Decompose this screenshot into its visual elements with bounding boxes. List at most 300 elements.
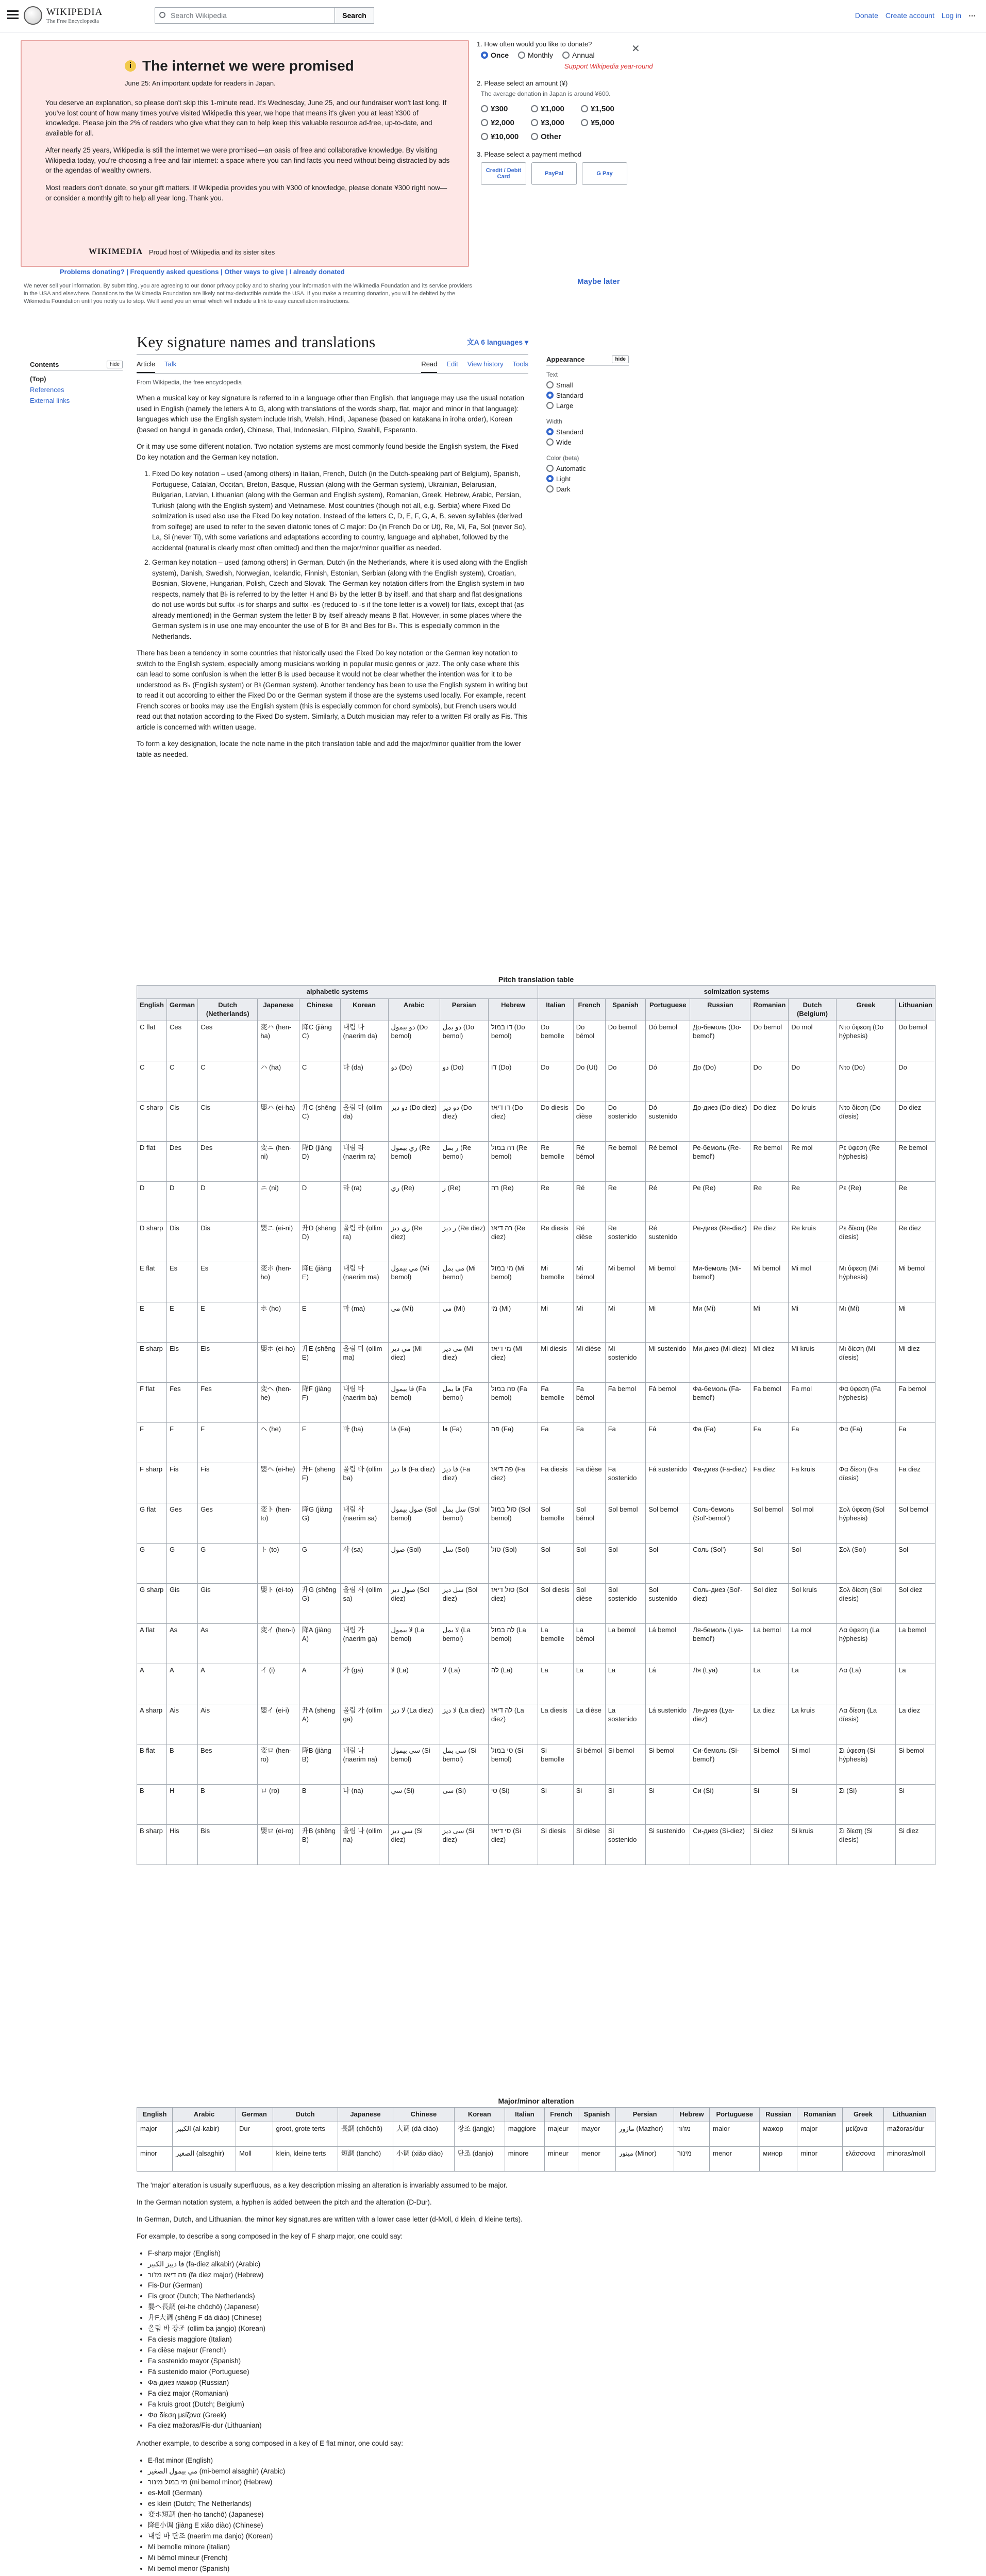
amount-option[interactable]: ¥1,000 xyxy=(531,105,575,113)
table-cell: mineur xyxy=(545,2146,578,2171)
table-cell: Moll xyxy=(236,2146,273,2171)
table-cell: فا دیز (Fa diez) xyxy=(440,1463,488,1503)
table-cell: Mi diez xyxy=(896,1342,935,1382)
table-cell: مي دیز (Mi diez) xyxy=(388,1342,440,1382)
table-cell: minore xyxy=(505,2146,544,2171)
column-header: Chinese xyxy=(393,2108,455,2122)
table-cell: La xyxy=(789,1664,836,1704)
table-cell: ري (Re) xyxy=(388,1181,440,1222)
table-cell: Si mol xyxy=(789,1744,836,1784)
table-cell: B xyxy=(299,1784,340,1824)
table-cell: major xyxy=(137,2122,173,2146)
table-cell: פה במול (Fa bemol) xyxy=(488,1382,538,1422)
login-link[interactable]: Log in xyxy=(941,11,961,20)
table-cell: لا بمل (La bemol) xyxy=(440,1623,488,1664)
radio-icon xyxy=(562,52,570,59)
table-cell: الكبير (al-kabir) xyxy=(172,2122,236,2146)
text-large-option[interactable]: Large xyxy=(546,402,629,410)
table-cell: Do bemol xyxy=(750,1021,789,1061)
table-cell: La diesis xyxy=(538,1704,573,1744)
table-cell: B sharp xyxy=(137,1824,167,1865)
table-cell: Lá sustenido xyxy=(646,1704,690,1744)
column-header: Hebrew xyxy=(488,998,538,1021)
table-cell: صول بیمول (Sol bemol) xyxy=(388,1503,440,1543)
column-header: Japanese xyxy=(258,998,299,1021)
table-cell: La xyxy=(896,1664,935,1704)
table-cell: E xyxy=(166,1302,197,1342)
table-row xyxy=(137,1664,935,1704)
table-cell: Do xyxy=(789,1061,836,1101)
table-row xyxy=(137,1824,935,1865)
freq-annual[interactable]: Annual xyxy=(562,51,595,59)
table-cell: Mi xyxy=(750,1302,789,1342)
table-cell: Fa bemol xyxy=(896,1382,935,1422)
tab-article[interactable]: Article xyxy=(137,360,155,373)
table-cell: 升G (shēng G) xyxy=(299,1583,340,1623)
table-cell: Mi xyxy=(538,1302,573,1342)
column-header: Italian xyxy=(505,2108,544,2122)
table-cell: As xyxy=(166,1623,197,1664)
table-cell: 사 (sa) xyxy=(340,1543,388,1583)
table-cell: D xyxy=(166,1181,197,1222)
radio-icon xyxy=(481,119,488,126)
search-button[interactable]: Search xyxy=(335,7,374,24)
table-cell: Si xyxy=(896,1784,935,1824)
close-icon[interactable]: ✕ xyxy=(631,43,640,55)
color-group xyxy=(546,454,629,493)
tab-view-history[interactable]: View history xyxy=(467,360,504,368)
table-cell: Соль-бемоль (Sol'-bemol') xyxy=(690,1503,750,1543)
table-cell: Фа-бемоль (Fa-bemol') xyxy=(690,1382,750,1422)
table-cell: His xyxy=(166,1824,197,1865)
table-cell: می (Mi) xyxy=(440,1302,488,1342)
donation-fine-print: We never sell your information. By submitting, you are agreeing to our donor privacy policy and to sharing your information with the Wikimedia Foundation and its service providers in the USA and elsewhere. Donations to the Wikimedia Foundation are likely not tax-deductible outside the USA. If you make a recurring donation, you will be debited by the Wikimedia Foundation until you notify us to stop. We'll send you an email which will include a link to easy cancellation instructions. xyxy=(24,283,472,304)
logo-title: WIKIPEDIA xyxy=(46,7,103,18)
appearance-hide-button[interactable]: hide xyxy=(612,355,629,363)
table-cell: ر بمل (Re bemol) xyxy=(440,1141,488,1181)
color-automatic-option[interactable]: Automatic xyxy=(546,465,629,472)
list-item: • 変ホ短調 (hen-ho tanchō) (Japanese) xyxy=(148,2510,528,2520)
table-cell: Fá bemol xyxy=(646,1382,690,1422)
table-cell: 다 (da) xyxy=(340,1061,388,1101)
table-cell: دو بیمول (Do bemol) xyxy=(388,1021,440,1061)
table-cell: Sol sustenido xyxy=(646,1583,690,1623)
list-item: • Fa diesis maggiore (Italian) xyxy=(148,2334,528,2345)
banner-paragraph: Most readers don't donate, so your gift matters. If Wikipedia provides you with ¥300 of knowledge, please donate ¥300 right now—or consider a monthly gift to help all year long. Thank you. xyxy=(45,183,447,202)
table-cell: 단조 (danjo) xyxy=(454,2146,505,2171)
table-cell: סי דיאז (Si diez) xyxy=(488,1824,538,1865)
table-cell: Si sostenido xyxy=(605,1824,646,1865)
table-cell: Ля (Lya) xyxy=(690,1664,750,1704)
table-cell: ماژور (Mazhor) xyxy=(615,2122,674,2146)
table-cell: B xyxy=(166,1744,197,1784)
table-cell: Sol diesis xyxy=(538,1583,573,1623)
paragraph: To form a key designation, locate the note name in the pitch translation table and add the major/minor qualifier from the lower table as needed. xyxy=(137,740,521,758)
table-cell: Fa bemol xyxy=(605,1382,646,1422)
column-header: Persian xyxy=(440,998,488,1021)
table-row xyxy=(137,1262,935,1302)
list-item: 2. German key notation – used (among others) in German, Dutch (in the Netherlands, where it is used along with the English system), Danish, Swedish, Norwegian, Icelandic, Finnish, Estonian, Serbian (along with the English system), Croatian, Bosnian, Slovene, Hungarian, Polish, Czech and Slovak. The German key notation differs from the English system in two respects, namely that B♭ is referred to by the letter H and B♭ by the letter B by itself, and that sharp and flat designations do not use words but suffix -is for sharps and suffix -es (reduced to -s if the tone letter is a vowel) for flats, except that (as already mentioned) in the German system the letter B by itself already means B flat. However, in some places where the German system is in use one may encounter the use of B for B♮ and Bes for B♭. This is especially common in the Netherlands. xyxy=(152,557,528,642)
column-header: Persian xyxy=(615,2108,674,2122)
table-cell: Re mol xyxy=(789,1141,836,1181)
table-cell: دو (Do) xyxy=(440,1061,488,1101)
maybe-later-link[interactable]: Maybe later xyxy=(577,277,620,286)
table-row xyxy=(137,1181,935,1222)
average-note: The average donation in Japan is around ¥600. xyxy=(481,90,611,97)
width-label: Width xyxy=(546,418,562,425)
amount-option[interactable]: ¥2,000 xyxy=(481,118,525,127)
column-header: Russian xyxy=(690,998,750,1021)
table-cell: Si xyxy=(605,1784,646,1824)
example-list-f-sharp-major xyxy=(148,2248,528,2432)
amount-option[interactable]: ¥300 xyxy=(481,105,525,113)
column-header: French xyxy=(545,2108,578,2122)
table-cell: E flat xyxy=(137,1262,167,1302)
table-cell: Sol dièse xyxy=(573,1583,605,1623)
table-cell: Re xyxy=(789,1181,836,1222)
table-cell: 升D (shēng D) xyxy=(299,1222,340,1262)
table-cell: Des xyxy=(166,1141,197,1181)
table-cell: Μι (Mi) xyxy=(836,1302,895,1342)
text-size-label: Text xyxy=(546,371,558,378)
table-cell: minor xyxy=(137,2146,173,2171)
table-cell: מי (Mi) xyxy=(488,1302,538,1342)
radio-icon xyxy=(546,465,554,472)
table-row xyxy=(137,1784,935,1824)
search-form xyxy=(155,7,374,24)
table-row xyxy=(137,1021,935,1061)
table-cell: Si bémol xyxy=(573,1744,605,1784)
table-cell: Do bemol xyxy=(896,1021,935,1061)
toc-item-references[interactable]: References xyxy=(30,386,64,394)
table-cell: Σολ (Sol) xyxy=(836,1543,895,1583)
table-cell: Fis xyxy=(198,1463,258,1503)
table-cell: Σολ ύφεση (Sol hýphesis) xyxy=(836,1503,895,1543)
width-wide-option[interactable]: Wide xyxy=(546,438,629,446)
list-item: • Fis groot (Dutch; The Netherlands) xyxy=(148,2291,528,2302)
more-options-icon[interactable]: ⋯ xyxy=(968,11,976,20)
table-cell: 嬰ト (ei-to) xyxy=(258,1583,299,1623)
table-cell: Fá sustenido xyxy=(646,1463,690,1503)
table-cell: Ré sustenido xyxy=(646,1222,690,1262)
tab-read[interactable]: Read xyxy=(421,360,437,373)
text-small-option[interactable]: Small xyxy=(546,381,629,389)
create-account-link[interactable]: Create account xyxy=(885,11,934,20)
problem-links[interactable]: Problems donating? | Frequently asked questions | Other ways to give | I already donated xyxy=(60,268,345,276)
table-cell: סי במול (Si bemol) xyxy=(488,1744,538,1784)
radio-selected-icon xyxy=(546,428,554,435)
table-cell: Соль-диез (Sol'-diez) xyxy=(690,1583,750,1623)
table-cell: سي (Si) xyxy=(388,1784,440,1824)
intro-paragraph-2: Or it may use some different notation. Two notation systems are most commonly found beside the English system, the Fixed Do key notation and the German key notation. xyxy=(137,443,519,461)
text-standard-option[interactable]: Standard xyxy=(546,392,629,399)
table-cell: La xyxy=(573,1664,605,1704)
group-header-solmization: solmization systems xyxy=(538,986,935,999)
table-cell: Φα δίεση (Fa díesis) xyxy=(836,1463,895,1503)
toc-hide-button[interactable]: hide xyxy=(107,361,123,368)
main-menu-icon[interactable] xyxy=(7,10,19,20)
table-cell: Ми-диез (Mi-diez) xyxy=(690,1342,750,1382)
list-item: • Mi bemolle minore (Italian) xyxy=(148,2542,528,2553)
table-cell: Mi kruis xyxy=(789,1342,836,1382)
table-cell: Si kruis xyxy=(789,1824,836,1865)
radio-icon xyxy=(531,133,538,140)
table-cell: مي (Mi) xyxy=(388,1302,440,1342)
table-cell: 바 (ba) xyxy=(340,1422,388,1463)
card-payment-button[interactable]: Credit / Debit Card xyxy=(481,162,526,185)
column-header: Russian xyxy=(760,2108,797,2122)
table-cell: D xyxy=(198,1181,258,1222)
table-cell: Mi xyxy=(896,1302,935,1342)
table-cell: Ντο ύφεση (Do hýphesis) xyxy=(836,1021,895,1061)
list-item: • Mi bémol mineur (French) xyxy=(148,2553,528,2564)
table-cell: Σι ύφεση (Si hýphesis) xyxy=(836,1744,895,1784)
table-cell: דו (Do) xyxy=(488,1061,538,1101)
table-cell: Si diez xyxy=(896,1824,935,1865)
table-cell: Sol xyxy=(789,1543,836,1583)
amount-option[interactable]: ¥10,000 xyxy=(481,132,525,141)
list-item: • E-flat minor (English) xyxy=(148,2455,528,2466)
table-cell: G flat xyxy=(137,1503,167,1543)
table-cell: Μι ύφεση (Mi hýphesis) xyxy=(836,1262,895,1302)
group-header-alphabetic: alphabetic systems xyxy=(137,986,538,999)
banner-paragraph: After nearly 25 years, Wikipedia is still the internet we were promised—an oasis of free and collaborative knowledge. By visiting Wikipedia today, you're choosing a free and fair internet: a space where you can find facts you need without being distracted by ads or the agendas of wealthy owners. xyxy=(45,146,450,175)
donate-question-payment: 3. Please select a payment method xyxy=(477,150,582,158)
table-cell: Do kruis xyxy=(789,1101,836,1141)
table-cell: La diez xyxy=(750,1704,789,1744)
list-item: • 降E小调 (jiàng E xiǎo diào) (Chinese) xyxy=(148,2520,528,2531)
column-header: Japanese xyxy=(338,2108,393,2122)
tab-tools[interactable]: Tools xyxy=(512,360,528,368)
column-header: Lithuanian xyxy=(884,2108,935,2122)
table-cell: Si xyxy=(750,1784,789,1824)
table-cell: Mi mol xyxy=(789,1262,836,1302)
radio-selected-icon xyxy=(546,475,554,482)
table-cell: 大调 (dà diào) xyxy=(393,2122,455,2146)
donate-question-frequency: 1. How often would you like to donate? xyxy=(477,40,592,48)
table-row xyxy=(137,1543,935,1583)
color-light-option[interactable]: Light xyxy=(546,475,629,483)
table-cell: Sol bemol xyxy=(896,1503,935,1543)
table-cell: E xyxy=(198,1302,258,1342)
table-cell: B xyxy=(137,1784,167,1824)
tab-edit[interactable]: Edit xyxy=(446,360,458,368)
table-cell: A flat xyxy=(137,1623,167,1664)
table-cell: لا بیمول (La bemol) xyxy=(388,1623,440,1664)
freq-once[interactable]: Once xyxy=(481,51,509,59)
table-cell: Cis xyxy=(166,1101,197,1141)
table-cell: As xyxy=(198,1623,258,1664)
table-cell: Фа-диез (Fa-diez) xyxy=(690,1463,750,1503)
table-cell: Re sostenido xyxy=(605,1222,646,1262)
table-cell: 短調 (tanchō) xyxy=(338,2146,393,2171)
table-cell: Ре (Re) xyxy=(690,1181,750,1222)
paragraph: There has been a tendency in some countries that historically used the Fixed Do key notation or the German key notation to switch to the English system, especially among musicians working in popular music genres or jazz. The only case where this can lead to some confusion is when the letter B is used because it would not be clear whether the intention was for it to be understood as B♭ (English system) or B♮ (German system). Another tendency has been to use the English system in writing but to read it out according to either the Fixed Do or the German system if those are the systems used locally. For example, recent French scores or books may use the English system (this is especially common for chord symbols), but French users would read out that notation according to the Fixed Do system. Similarly, a Dutch musician may refer to a written F♯ orally as Fis. This article is concerned with written usage. xyxy=(137,649,528,731)
list-item: • Φα δίεση μείζονα (Greek) xyxy=(148,2410,528,2421)
column-header: Dutch (Belgium) xyxy=(789,998,836,1021)
table-cell: لا (La) xyxy=(440,1664,488,1704)
amount-option[interactable]: ¥1,500 xyxy=(581,105,625,113)
table-cell: سي دیز (Si diez) xyxy=(388,1824,440,1865)
table-cell: E sharp xyxy=(137,1342,167,1382)
table-cell: 嬰ヘ (ei-he) xyxy=(258,1463,299,1503)
table-cell: Sol xyxy=(646,1543,690,1583)
table-cell: Fa xyxy=(605,1422,646,1463)
donate-link[interactable]: Donate xyxy=(855,11,878,20)
table-cell: maggiore xyxy=(505,2122,544,2146)
table-cell: ري دیز (Re diez) xyxy=(388,1222,440,1262)
table-cell: Mi bemol xyxy=(750,1262,789,1302)
table-cell: Fa xyxy=(896,1422,935,1463)
table-cell: 내림 다 (naerim da) xyxy=(340,1021,388,1061)
column-header: Portuguese xyxy=(710,2108,760,2122)
column-header: French xyxy=(573,998,605,1021)
table-cell: Fes xyxy=(198,1382,258,1422)
table-cell: 変ロ (hen-ro) xyxy=(258,1744,299,1784)
table-cell: 嬰ハ (ei-ha) xyxy=(258,1101,299,1141)
table-cell: D xyxy=(137,1181,167,1222)
table-cell: La bemol xyxy=(750,1623,789,1664)
table-cell: Do xyxy=(896,1061,935,1101)
freq-monthly[interactable]: Monthly xyxy=(518,51,553,59)
table-cell: Do diez xyxy=(896,1101,935,1141)
table-cell: Mi sostenido xyxy=(605,1342,646,1382)
language-button[interactable]: 文A 6 languages ▾ xyxy=(466,338,528,346)
table-cell: Λα ύφεση (La hýphesis) xyxy=(836,1623,895,1664)
table-cell: 嬰ホ (ei-ho) xyxy=(258,1342,299,1382)
table-cell: Fa xyxy=(789,1422,836,1463)
tab-talk[interactable]: Talk xyxy=(164,360,177,368)
table-cell: Си-бемоль (Si-bemol') xyxy=(690,1744,750,1784)
table-row xyxy=(137,1222,935,1262)
table-row xyxy=(137,1342,935,1382)
table-cell: Es xyxy=(166,1262,197,1302)
search-icon xyxy=(159,12,165,18)
table-cell: لا دیز (La diez) xyxy=(388,1704,440,1744)
table-cell: مینور (Minor) xyxy=(615,2146,674,2171)
payment-methods xyxy=(481,162,662,185)
table-cell: Lá bemol xyxy=(646,1623,690,1664)
table-row xyxy=(137,1382,935,1422)
table-cell: Φα (Fa) xyxy=(836,1422,895,1463)
table-cell: 降F (jiàng F) xyxy=(299,1382,340,1422)
table-cell: G xyxy=(166,1543,197,1583)
table-cell: Re kruis xyxy=(789,1222,836,1262)
table-cell: Sol bemol xyxy=(750,1503,789,1543)
major-minor-table xyxy=(137,2107,935,2172)
intro-paragraph: When a musical key or key signature is referred to in a language other than English, that language may use the usual notation used in English (namely the letters A to G, along with translations of the words sharp, flat, major and minor in that language): languages which use the English system include Irish, Welsh, Hindi, Japanese (based on katakana in iroha order), Korean (based on hangul in ganada order), Chinese, Thai, Indonesian, Filipino, Swahili, Esperanto. xyxy=(137,394,524,434)
toc-item-external-links[interactable]: External links xyxy=(30,397,70,404)
search-input[interactable] xyxy=(155,7,335,24)
column-header: German xyxy=(166,998,197,1021)
toc-title: Contents xyxy=(30,361,59,368)
wikipedia-logo[interactable] xyxy=(24,6,103,25)
table-cell: Φα ύφεση (Fa hýphesis) xyxy=(836,1382,895,1422)
table-cell: فا (Fa) xyxy=(440,1422,488,1463)
column-header: Italian xyxy=(538,998,573,1021)
toc-item-top[interactable]: (Top) xyxy=(30,375,46,383)
example-list-e-flat-minor xyxy=(148,2455,528,2576)
table-cell: 降E (jiàng E) xyxy=(299,1262,340,1302)
radio-icon xyxy=(546,402,554,409)
table-cell: Re xyxy=(538,1181,573,1222)
amount-option[interactable]: ¥3,000 xyxy=(531,118,575,127)
gpay-button[interactable]: G Pay xyxy=(582,162,627,185)
amount-option[interactable]: ¥5,000 xyxy=(581,118,625,127)
notation-list xyxy=(152,469,528,642)
table-cell: Ré bémol xyxy=(573,1141,605,1181)
amount-options xyxy=(481,105,662,141)
table-cell: لا دیز (La diez) xyxy=(440,1704,488,1744)
table-cell: E xyxy=(299,1302,340,1342)
table-cell: Ля-диез (Lya-diez) xyxy=(690,1704,750,1744)
table-cell: Re xyxy=(896,1181,935,1222)
radio-icon xyxy=(531,119,538,126)
table-of-contents xyxy=(30,361,123,408)
info-icon: i xyxy=(125,60,136,72)
list-item: • Fis-Dur (German) xyxy=(148,2280,528,2291)
color-dark-option[interactable]: Dark xyxy=(546,485,629,493)
table-cell: Sol diez xyxy=(896,1583,935,1623)
table-cell: Mi xyxy=(605,1302,646,1342)
table-cell: Ρε (Re) xyxy=(836,1181,895,1222)
column-header: Arabic xyxy=(388,998,440,1021)
table-cell: Sol xyxy=(605,1543,646,1583)
table-cell: Fis xyxy=(166,1463,197,1503)
table-cell: לה (La) xyxy=(488,1664,538,1704)
table-cell: Ces xyxy=(166,1021,197,1061)
paragraph: In German, Dutch, and Lithuanian, the minor key signatures are written with a lower case letter (d-Moll, d klein, d kleine terts). xyxy=(137,2215,523,2223)
translate-icon: 文A xyxy=(466,338,481,346)
table-cell: דו במול (Do bemol) xyxy=(488,1021,538,1061)
width-standard-option[interactable]: Standard xyxy=(546,428,629,436)
table-cell: פה דיאז (Fa diez) xyxy=(488,1463,538,1503)
table-cell: E xyxy=(137,1302,167,1342)
table-cell: Ais xyxy=(198,1704,258,1744)
table-cell: מי במול (Mi bemol) xyxy=(488,1262,538,1302)
table-row xyxy=(137,1141,935,1181)
table-row xyxy=(137,1503,935,1543)
table-cell: Si bemol xyxy=(646,1744,690,1784)
radio-icon xyxy=(581,119,588,126)
table-cell: Do sostenido xyxy=(605,1101,646,1141)
table-cell: סי (Si) xyxy=(488,1784,538,1824)
table-cell: Mi diesis xyxy=(538,1342,573,1382)
amount-option-other[interactable]: Other xyxy=(531,132,575,141)
table-cell: Si diez xyxy=(750,1824,789,1865)
table-row xyxy=(137,1704,935,1744)
radio-selected-icon xyxy=(481,52,488,59)
list-item: • es klein (Dutch; The Netherlands) xyxy=(148,2499,528,2510)
table-cell: Fa sostenido xyxy=(605,1463,646,1503)
table-cell: H xyxy=(166,1784,197,1824)
table-cell: Mi bemol xyxy=(896,1262,935,1302)
table-cell: می بمل (Mi bemol) xyxy=(440,1262,488,1302)
table-row xyxy=(137,1422,935,1463)
table-cell: La bémol xyxy=(573,1623,605,1664)
table-cell: Σι (Si) xyxy=(836,1784,895,1824)
table-cell: Do mol xyxy=(789,1021,836,1061)
table-cell: Ρε ύφεση (Re hýphesis) xyxy=(836,1141,895,1181)
paypal-button[interactable]: PayPal xyxy=(531,162,577,185)
table-cell: Sol xyxy=(896,1543,935,1583)
table-cell: 장조 (jangjo) xyxy=(454,2122,505,2146)
table-cell: Lá xyxy=(646,1664,690,1704)
table-cell: Bis xyxy=(198,1824,258,1865)
table-cell: Σι δίεση (Si díesis) xyxy=(836,1824,895,1865)
table-cell: Mi xyxy=(573,1302,605,1342)
table-cell: می دیز (Mi diez) xyxy=(440,1342,488,1382)
